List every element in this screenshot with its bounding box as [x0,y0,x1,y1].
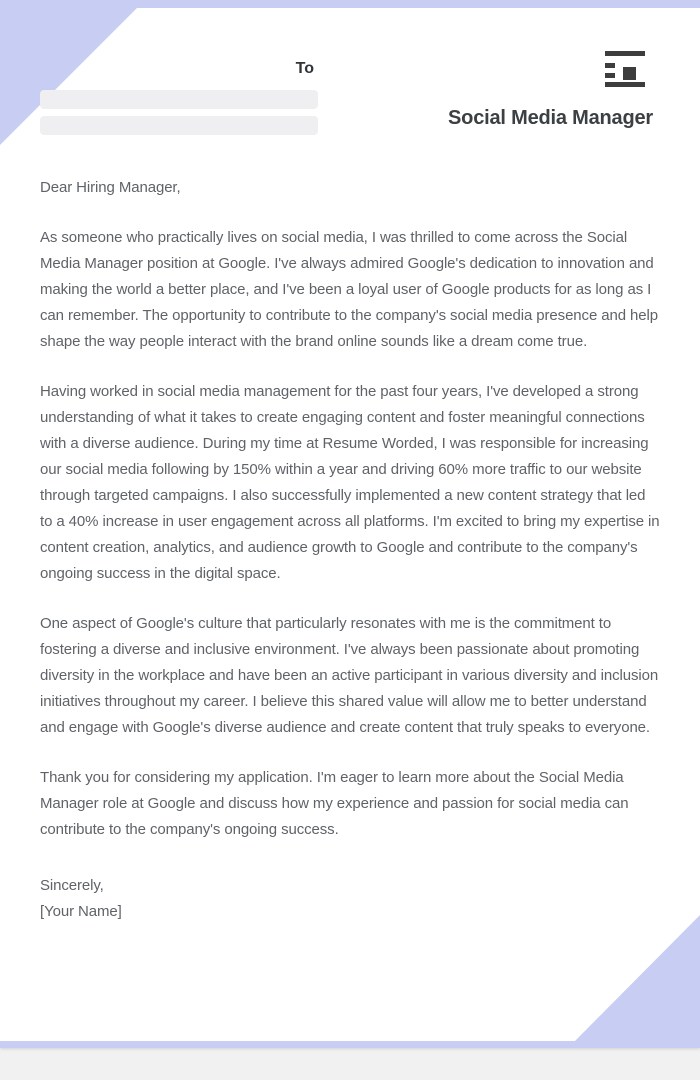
recipient-company-field[interactable] [40,116,318,135]
letter-paragraph-2: Having worked in social media management for the past four years, I've developed a strong understanding of what it takes to create engaging content and foster meaningful connections with a diverse audience. During my time at Resume Worded, I was responsible for increasing our social media following by 150% within a year and driving 60% more traffic to our website through targeted campaigns. I also successfully implemented a new content strategy that led to a 40% increase in user engagement across all platforms. I'm excited to bring my expertise in content creation, analytics, and audience growth to Google and contribute to the company's ongoing success in the digital space. [40,383,660,582]
logo-square [623,67,636,80]
bottom-right-accent-triangle [568,915,700,1048]
bottom-accent-strip [0,1041,700,1048]
logo-dash-1 [605,63,615,68]
signature-placeholder: [Your Name] [40,903,122,920]
letter-header [0,0,700,135]
closing-phrase: Sincerely, [40,877,104,894]
abstract-document-logo-icon [605,51,645,87]
recipient-name-field[interactable] [40,90,318,109]
logo-bottom-bar [605,82,645,87]
title-section [448,48,653,132]
letter-paragraph-4: Thank you for considering my application. I'm eager to learn more about the Social Media Manager role at Google and discuss how my experience and passion for social media can contribute to the company's ongoing success. [40,769,629,838]
letter-paragraph-3: One aspect of Google's culture that particularly resonates with me is the commitment to fostering a diverse and inclusive environment. I've always been passionate about promoting diversity in the workplace and have been an active participant in various diversity and inclusion initiatives throughout my career. I believe this shared value will allow me to better understand and engage with Google's diverse audience and create content that truly speaks to everyone. [40,615,659,736]
logo-dash-2 [605,73,615,78]
to-label: To [295,60,314,77]
closing-block [40,873,660,925]
letter-paragraph-1: As someone who practically lives on social media, I was thrilled to come across the Social Media Manager position at Google. I've always admired Google's dedication to innovation and making the world a better place, and I've been a loyal user of Google products for as long as I can remember. The opportunity to contribute to the company's social media presence and help shape the way people interact with the brand online sounds like a dream come true. [40,229,659,350]
recipient-section [40,48,318,135]
logo-top-bar [605,51,645,56]
salutation: Dear Hiring Manager, [40,179,181,196]
job-title: Social Media Manager [448,107,653,129]
letter-body [0,175,700,925]
